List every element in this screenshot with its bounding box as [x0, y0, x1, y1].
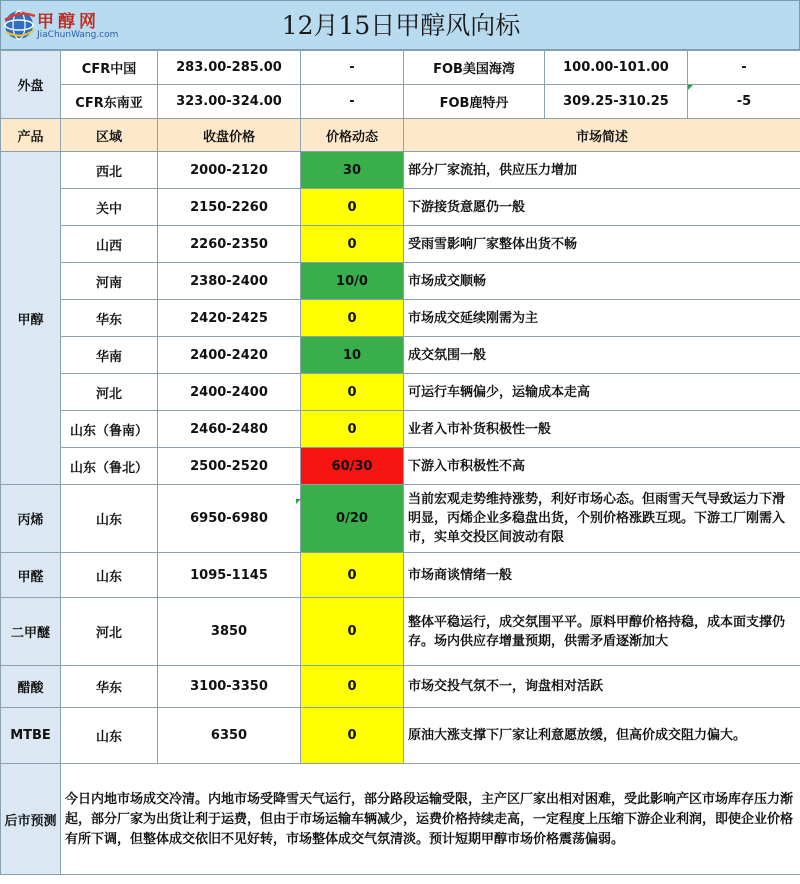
region-cell: 华东	[61, 666, 158, 708]
column-header-summary: 市场简述	[404, 119, 800, 152]
change-cell: 10	[301, 337, 404, 374]
external-name: FOB美国海湾	[404, 51, 545, 85]
region-cell: 华东	[61, 300, 158, 337]
summary-cell: 市场商谈情绪一般	[404, 553, 800, 598]
summary-cell: 部分厂家流拍，供应压力增加	[404, 152, 800, 189]
price-cell: 3100-3350	[158, 666, 301, 708]
cell-marker	[296, 499, 301, 504]
price-cell: 2380-2400	[158, 263, 301, 300]
external-change: -	[301, 85, 404, 119]
table-row	[1, 553, 800, 598]
table-row	[1, 189, 800, 226]
logo-name: 甲醇网	[37, 12, 100, 32]
external-change	[688, 85, 800, 119]
summary-cell: 成交氛围一般	[404, 337, 800, 374]
forecast-label: 后市预测	[1, 764, 61, 875]
product-label: MTBE	[1, 708, 61, 764]
price-table	[0, 50, 800, 875]
region-cell: 山东（鲁北）	[61, 448, 158, 485]
change-cell: 0	[301, 708, 404, 764]
external-change: -	[301, 51, 404, 85]
region-cell: 西北	[61, 152, 158, 189]
price-cell: 2400-2420	[158, 337, 301, 374]
change-cell: 0	[301, 411, 404, 448]
price-cell: 6950-6980	[158, 485, 301, 553]
change-cell: 0	[301, 189, 404, 226]
region-cell: 山东	[61, 708, 158, 764]
price-cell: 1095-1145	[158, 553, 301, 598]
price-cell: 2150-2260	[158, 189, 301, 226]
region-cell: 山西	[61, 226, 158, 263]
column-header-row	[1, 119, 800, 152]
region-cell: 山东（鲁南）	[61, 411, 158, 448]
price-cell: 2000-2120	[158, 152, 301, 189]
summary-cell: 市场成交延续刚需为主	[404, 300, 800, 337]
external-price: 283.00-285.00	[158, 51, 301, 85]
external-row	[1, 85, 800, 119]
change-cell: 30	[301, 152, 404, 189]
change-cell: 0	[301, 553, 404, 598]
product-label: 甲醛	[1, 553, 61, 598]
product-label: 二甲醚	[1, 598, 61, 666]
column-header-product: 产品	[1, 119, 61, 152]
external-change-value: -5	[736, 94, 752, 109]
price-cell: 2460-2480	[158, 411, 301, 448]
external-row	[1, 51, 800, 85]
region-cell: 河南	[61, 263, 158, 300]
table-row	[1, 708, 800, 764]
table-row	[1, 263, 800, 300]
column-header-region: 区域	[61, 119, 158, 152]
change-cell: 0	[301, 374, 404, 411]
summary-cell: 可运行车辆偏少，运输成本走高	[404, 374, 800, 411]
summary-cell: 业者入市补货积极性一般	[404, 411, 800, 448]
logo-url: JiaChunWang.com	[37, 30, 119, 40]
change-cell: 60/30	[301, 448, 404, 485]
table-row	[1, 300, 800, 337]
table-row	[1, 226, 800, 263]
summary-cell: 市场交投气氛不一，询盘相对活跃	[404, 666, 800, 708]
table-row	[1, 337, 800, 374]
external-label: 外盘	[1, 51, 61, 119]
external-change: -	[688, 51, 800, 85]
table-row	[1, 598, 800, 666]
product-label: 甲醇	[1, 152, 61, 485]
table-row	[1, 374, 800, 411]
price-cell: 2400-2400	[158, 374, 301, 411]
region-cell: 山东	[61, 553, 158, 598]
region-cell: 华南	[61, 337, 158, 374]
table-row	[1, 448, 800, 485]
column-header-change: 价格动态	[301, 119, 404, 152]
change-cell: 0	[301, 666, 404, 708]
summary-cell: 下游入市积极性不高	[404, 448, 800, 485]
external-price: 323.00-324.00	[158, 85, 301, 119]
region-cell: 河北	[61, 374, 158, 411]
table-row	[1, 152, 800, 189]
cell-marker	[688, 85, 693, 90]
price-cell: 2420-2425	[158, 300, 301, 337]
change-cell: 10/0	[301, 263, 404, 300]
product-label: 丙烯	[1, 485, 61, 553]
column-header-close: 收盘价格	[158, 119, 301, 152]
table-row	[1, 411, 800, 448]
summary-cell: 当前宏观走势维持涨势，利好市场心态。但雨雪天气导致运力下滑明显，丙烯企业多稳盘出货，个别价格涨跌互现。下游工厂刚需入市，实单交投区间波动有限	[404, 485, 800, 553]
price-cell: 2260-2350	[158, 226, 301, 263]
price-cell: 6350	[158, 708, 301, 764]
table-row	[1, 666, 800, 708]
change-cell: 0	[301, 300, 404, 337]
change-cell: 0/20	[301, 485, 404, 553]
summary-cell: 受雨雪影响厂家整体出货不畅	[404, 226, 800, 263]
price-cell: 3850	[158, 598, 301, 666]
summary-cell: 下游接货意愿仍一般	[404, 189, 800, 226]
change-cell: 0	[301, 226, 404, 263]
region-cell: 山东	[61, 485, 158, 553]
external-price: 100.00-101.00	[545, 51, 688, 85]
summary-cell: 市场成交顺畅	[404, 263, 800, 300]
forecast-row	[1, 764, 800, 875]
region-cell: 关中	[61, 189, 158, 226]
summary-cell: 整体平稳运行，成交氛围平平。原料甲醇价格持稳，成本面支撑仍存。场内供应存增量预期，供需矛盾逐渐加大	[404, 598, 800, 666]
external-name: CFR东南亚	[61, 85, 158, 119]
page-title: 12月15日甲醇风向标	[281, 11, 521, 40]
price-cell: 2500-2520	[158, 448, 301, 485]
external-price: 309.25-310.25	[545, 85, 688, 119]
table-row	[1, 485, 800, 553]
title-bar	[0, 0, 800, 50]
external-name: CFR中国	[61, 51, 158, 85]
summary-cell: 原油大涨支撑下厂家让利意愿放缓，但高价成交阻力偏大。	[404, 708, 800, 764]
forecast-text: 今日内地市场成交冷清。内地市场受降雪天气运行，部分路段运输受限，主产区厂家出相对困难，受此影响产区市场库存压力渐起，部分厂家为出货让利于运费，但由于市场运输车辆减少，运费价格持续走高，一定程度上压缩下游企业利润，即使企业价格有所下调，但整体成交依旧不见好转，市场整体成交气氛清淡。预计短期甲醇市场价格震荡偏弱。	[61, 764, 800, 875]
external-name: FOB鹿特丹	[404, 85, 545, 119]
product-label: 醋酸	[1, 666, 61, 708]
change-cell: 0	[301, 598, 404, 666]
region-cell: 河北	[61, 598, 158, 666]
